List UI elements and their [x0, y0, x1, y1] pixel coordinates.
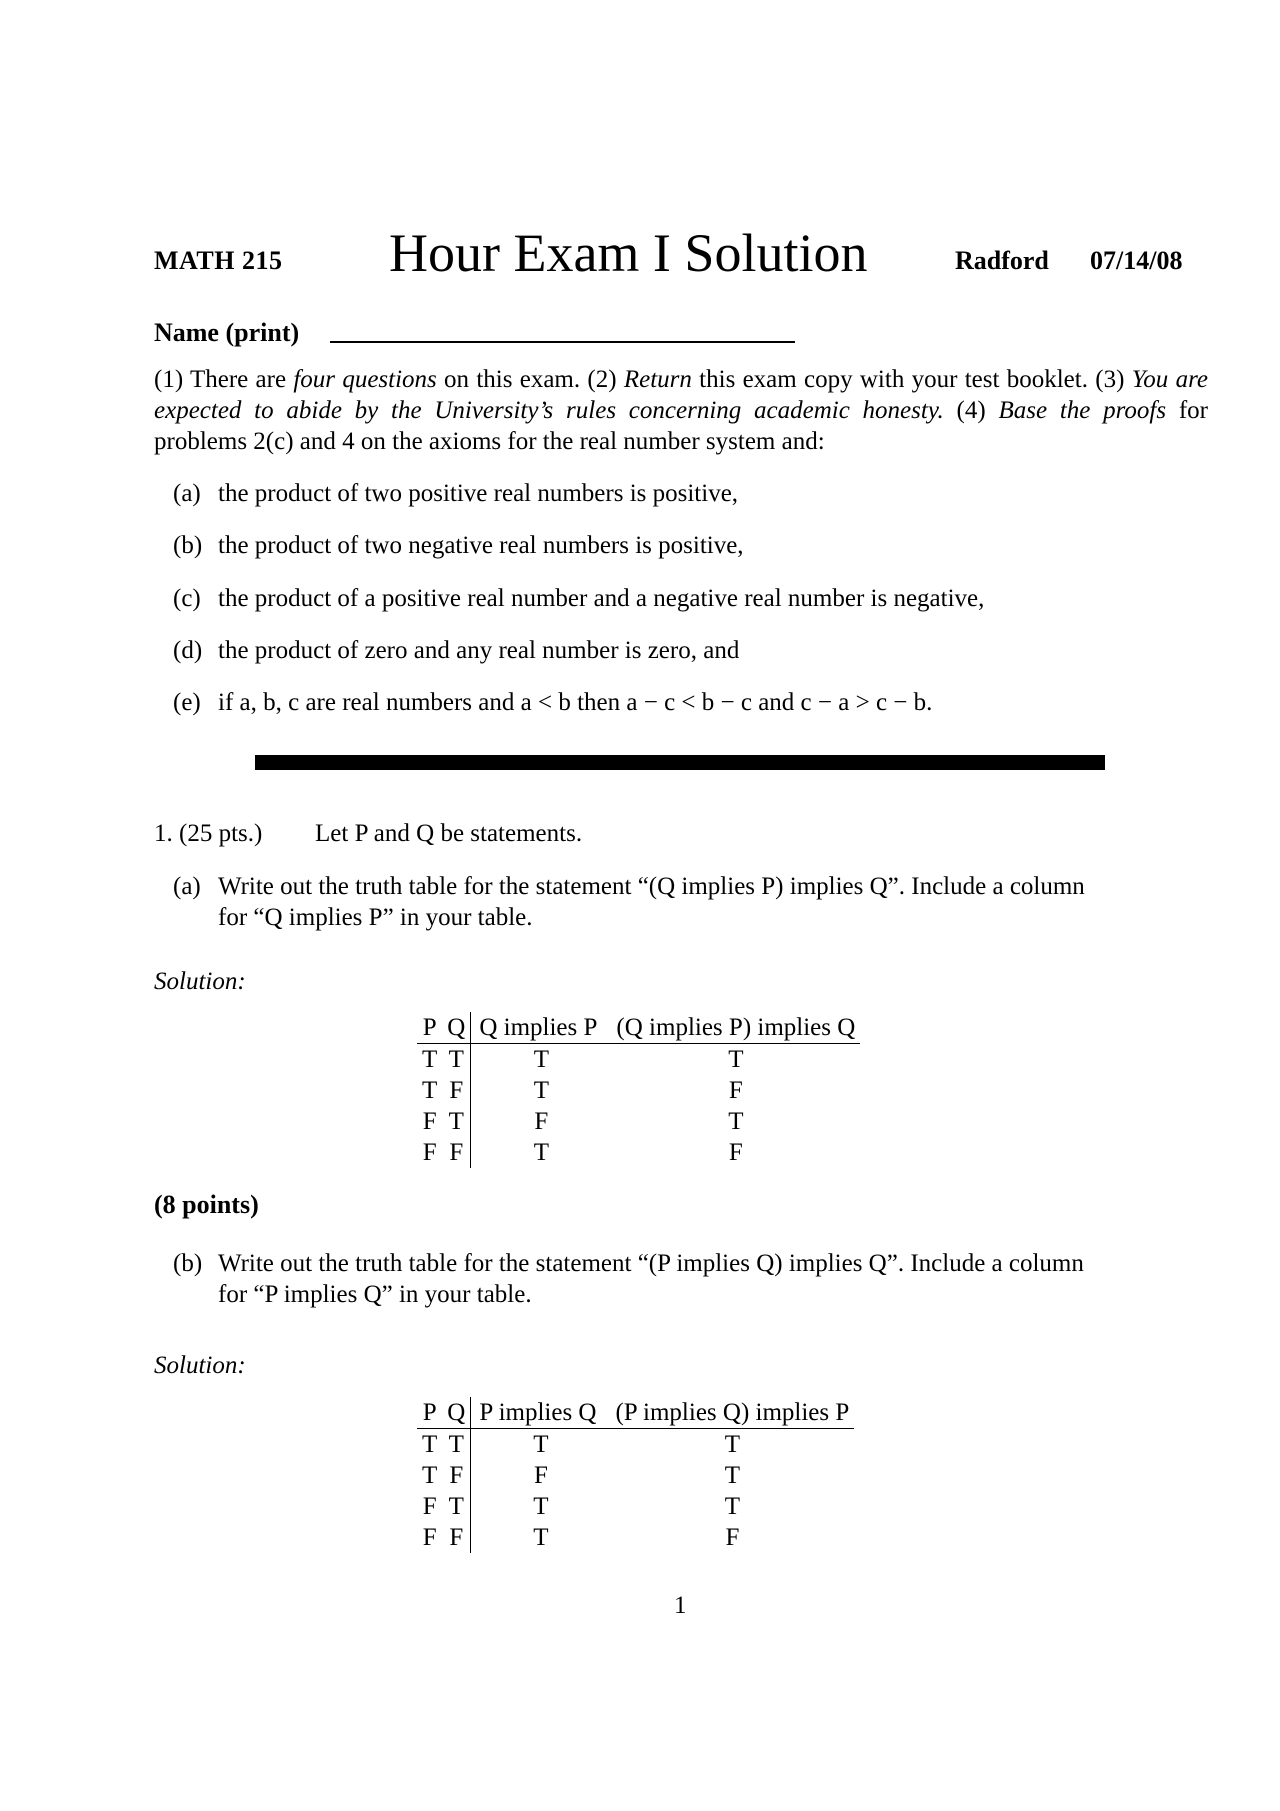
axiom-text-c: the product of a positive real number and a negative real number is negative, [218, 585, 985, 612]
table-b-header-p-implies-q: P implies Q [471, 1397, 611, 1429]
table-cell: T [422, 1046, 438, 1073]
table-row [417, 1429, 854, 1461]
table-cell: T [728, 1046, 744, 1073]
table-cell: T [442, 1491, 471, 1522]
exam-date: 07/14/08 [1090, 246, 1183, 275]
table-cell: T [422, 1431, 438, 1458]
course-code: MATH 215 [154, 246, 283, 275]
instr-text-3: this exam copy with your test booklet. (3) [691, 366, 1132, 393]
problem-1-number: 1. (25 pts.) [154, 820, 263, 847]
table-cell: T [533, 1493, 549, 1520]
table-cell: F [442, 1137, 471, 1168]
page-number: 1 [674, 1592, 687, 1619]
table-row [417, 1044, 860, 1076]
table-cell: F [422, 1139, 437, 1166]
table-row [417, 1491, 854, 1522]
table-cell: T [724, 1462, 741, 1489]
instr-text-4: (4) [943, 397, 999, 424]
axiom-label-c: (c) [173, 585, 201, 612]
name-label: Name (print) [154, 318, 300, 347]
table-cell: T [422, 1462, 438, 1489]
table-b-header-result: (P implies Q) implies P [610, 1397, 854, 1429]
exam-title: Hour Exam I Solution [389, 223, 868, 283]
axiom-label-a: (a) [173, 480, 201, 507]
table-cell: F [442, 1460, 471, 1491]
table-cell: T [728, 1108, 744, 1135]
table-cell: F [442, 1522, 471, 1553]
table-a-header-q: Q [442, 1012, 471, 1044]
table-row [417, 1075, 860, 1106]
axiom-label-d: (d) [173, 637, 203, 664]
table-cell: T [442, 1429, 471, 1461]
table-a-header-result: (Q implies P) implies Q [611, 1012, 860, 1044]
table-a-header-p: P [417, 1012, 442, 1044]
table-row [417, 1137, 860, 1168]
table-cell: T [533, 1046, 550, 1073]
table-cell: T [442, 1044, 471, 1076]
table-cell: F [534, 1108, 549, 1135]
table-cell: T [533, 1139, 550, 1166]
table-a-header-q-implies-p: Q implies P [471, 1012, 612, 1044]
table-cell: T [724, 1493, 741, 1520]
axiom-text-b: the product of two negative real numbers is positive, [218, 532, 744, 559]
table-cell: T [724, 1431, 741, 1458]
part-a-line-2: for “Q implies P” in your table. [218, 904, 533, 931]
table-cell: F [728, 1139, 743, 1166]
problem-1-intro: Let P and Q be statements. [315, 820, 583, 847]
table-cell: F [725, 1524, 740, 1551]
axiom-text-a: the product of two positive real numbers is positive, [218, 480, 739, 507]
table-cell: F [533, 1462, 548, 1489]
axiom-label-b: (b) [173, 532, 203, 559]
table-cell: F [422, 1108, 437, 1135]
table-row [417, 1460, 854, 1491]
solution-b-label: Solution: [154, 1352, 246, 1379]
section-divider-rule [255, 755, 1105, 770]
instr-emph-4: Base the proofs [998, 397, 1167, 424]
instr-text-5: for problems 2(c) and 4 on the axioms for the real number system and: [154, 397, 1208, 455]
table-cell: F [422, 1493, 437, 1520]
truth-table-a [417, 1012, 860, 1168]
table-cell: T [422, 1077, 438, 1104]
truth-table-b [417, 1397, 854, 1553]
name-blank-line [330, 341, 795, 343]
table-b-header-p: P [417, 1397, 442, 1429]
axiom-label-e: (e) [173, 689, 201, 716]
axiom-text-d: the product of zero and any real number is zero, and [218, 637, 740, 664]
part-a-line-1: Write out the truth table for the statement “(Q implies P) implies Q”. Include a column [218, 873, 1085, 900]
axiom-text-e: if a, b, c are real numbers and a < b then a − c < b − c and c − a > c − b. [218, 689, 933, 716]
part-a-label: (a) [173, 873, 201, 900]
table-cell: T [533, 1431, 549, 1458]
table-row [417, 1522, 854, 1553]
table-row [417, 1106, 860, 1137]
table-cell: F [728, 1077, 743, 1104]
points-label: (8 points) [154, 1190, 259, 1219]
instr-emph-1: four questions [293, 366, 437, 393]
part-b-line-1: Write out the truth table for the statement “(P implies Q) implies Q”. Include a column [218, 1250, 1084, 1277]
instr-emph-3: You are expected to abide by the University’s rules concerning academic honesty. [154, 366, 1208, 424]
table-cell: T [442, 1106, 471, 1137]
instructor-name: Radford [955, 246, 1049, 275]
truth-table-b-header-row [417, 1397, 854, 1429]
instr-emph-2: Return [623, 366, 692, 393]
part-b-label: (b) [173, 1250, 203, 1277]
instructions-paragraph [154, 364, 1208, 457]
table-cell: F [422, 1524, 437, 1551]
table-cell: T [533, 1077, 550, 1104]
solution-a-label: Solution: [154, 968, 246, 995]
table-cell: T [533, 1524, 549, 1551]
instr-text-2: on this exam. (2) [436, 366, 624, 393]
table-b-header-q: Q [442, 1397, 471, 1429]
table-cell: F [442, 1075, 471, 1106]
instr-text-1: (1) There are [154, 366, 294, 393]
truth-table-a-header-row [417, 1012, 860, 1044]
part-b-line-2: for “P implies Q” in your table. [218, 1281, 532, 1308]
